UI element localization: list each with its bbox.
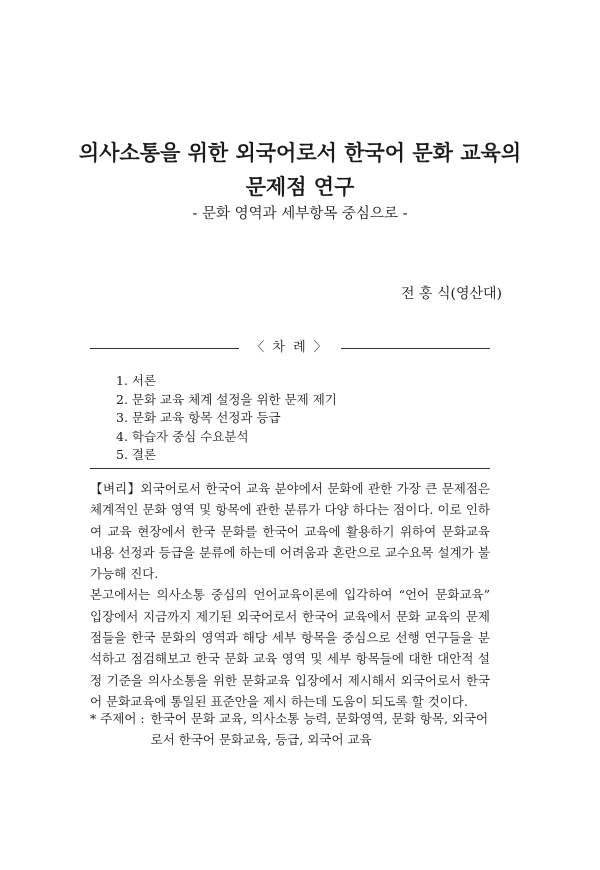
section-divider [90,468,490,469]
toc-item: 4. 학습자 중심 수요분석 [116,428,249,444]
paper-title-line-2: 문제점 연구 [245,174,355,199]
toc-heading-row [90,338,490,358]
table-of-contents [116,372,337,465]
toc-rule-left [90,348,239,349]
paper-subtitle: - 문화 영역과 세부항목 중심으로 - [192,206,408,222]
toc-item: 5. 결론 [116,447,157,462]
keywords-text: 한국어 문화 교육, 의사소통 능력, 문화영역, 문화 항목, 외국어로서 한국어 문화교육, 등급, 외국어 교육 [150,711,489,748]
abstract [90,478,490,712]
abstract-paragraph-1: 【벼리】외국어로서 한국어 교육 분야에서 문화에 관한 가장 큰 문제점은 체계적인 문화 영역 및 항목에 관한 분류가 다양 하다는 점이다. 이로 인하여 교육 현장에서 한국 문화를 한국어 교육에 활용하기 위하여 문화교육 내용 선정과 등급을 분류에 하는데 어려움과 혼란으로 교수요목 설계가 불가능해 진다. [90,481,490,582]
keywords-label: * 주제어 : [90,711,145,726]
author-affiliation: 전 홍 식(영산대) [401,286,502,302]
keywords [90,708,490,751]
toc-rule-right [341,348,490,349]
toc-item: 2. 문화 교육 체계 설정을 위한 문제 제기 [116,391,337,407]
abstract-paragraph-2: 본고에서는 의사소통 중심의 언어교육이론에 입각하여 “언어 문화교육” 입장에서 지금까지 제기된 외국어로서 한국어 교육에서 문화 교육의 문제점들을 한국 문화의 영역과 해당 세부 항목을 중심으로 선행 연구들을 분석하고 점검해보고 한국 문화 교육 영역 및 세부 항목들에 대한 대안적 설정 기준을 의사소통을 위한 문화교육 입장에서 제시해서 외국어로서 한국어 문화교육에 통일된 표준안을 제시 하는데 도움이 되도록 할 것이다. [90,587,490,709]
toc-heading: 〈 차 례 〉 [251,340,329,355]
paper-title-line-1: 의사소통을 위한 외국어로서 한국어 문화 교육의 [78,140,522,165]
toc-item: 1. 서론 [116,373,157,388]
toc-item: 3. 문화 교육 항목 선정과 등급 [116,410,281,425]
